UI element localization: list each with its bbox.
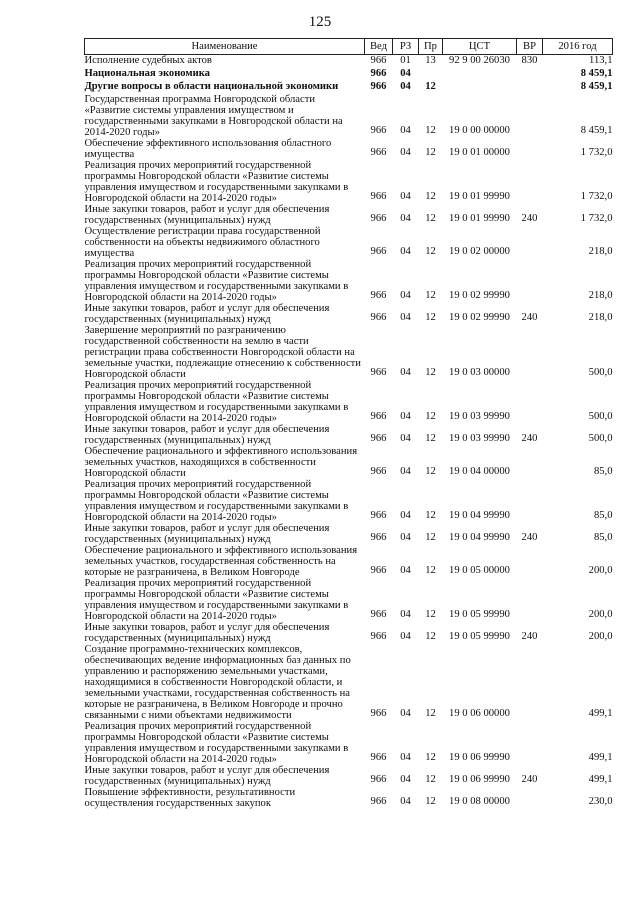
row-ved: 966 xyxy=(370,752,387,763)
header-cst: ЦСТ xyxy=(443,39,517,55)
row-name: Национальная экономика xyxy=(84,68,210,79)
table-body xyxy=(85,55,613,810)
row-ved: 966 xyxy=(370,68,387,79)
table-row xyxy=(85,204,613,226)
row-pr: 12 xyxy=(425,466,436,477)
row-name: Реализация прочих мероприятий государственной программы Новгородской области «Развитие системы управления имуществом и государственными закупками в Новгородской области на 2014-2020 годы» xyxy=(84,380,349,424)
row-vr xyxy=(517,446,543,479)
table-row xyxy=(85,160,613,204)
row-cst: 19 0 00 00000 xyxy=(449,125,510,136)
row-cst: 19 0 03 99990 xyxy=(449,411,510,422)
row-amount: 499,1 xyxy=(588,752,613,763)
row-cst: 19 0 05 99990 xyxy=(449,609,510,620)
row-rz: 04 xyxy=(400,147,411,158)
row-name: Иные закупки товаров, работ и услуг для обеспечения государственных (муниципальных) нужд xyxy=(84,622,330,644)
header-pr: Пр xyxy=(419,39,443,55)
row-amount: 85,0 xyxy=(593,510,613,521)
row-cst: 19 0 02 00000 xyxy=(449,246,510,257)
row-vr: 240 xyxy=(521,312,538,323)
row-rz: 01 xyxy=(400,55,411,66)
row-ved: 966 xyxy=(370,774,387,785)
row-amount: 218,0 xyxy=(588,246,613,257)
row-amount: 218,0 xyxy=(588,290,613,301)
table-row xyxy=(85,622,613,644)
table-row xyxy=(85,138,613,160)
row-amount: 8 459,1 xyxy=(580,68,613,79)
row-cst: 19 0 03 99990 xyxy=(449,433,510,444)
row-name: Обеспечение рационального и эффективного использования земельных участков, государственная собственность на которые не разграничена, в Великом Новгороде xyxy=(84,545,358,578)
row-pr xyxy=(419,68,443,81)
row-name: Иные закупки товаров, работ и услуг для обеспечения государственных (муниципальных) нужд xyxy=(84,204,330,226)
row-amount: 1 732,0 xyxy=(580,147,613,158)
row-pr: 12 xyxy=(425,81,436,92)
row-name: Реализация прочих мероприятий государственной программы Новгородской области «Развитие системы управления имуществом и государственными закупками в Новгородской области на 2014-2020 годы» xyxy=(84,721,349,765)
row-amount: 500,0 xyxy=(588,433,613,444)
row-ved: 966 xyxy=(370,411,387,422)
row-rz: 04 xyxy=(400,125,411,136)
row-ved: 966 xyxy=(370,55,387,66)
row-rz: 04 xyxy=(400,433,411,444)
row-ved: 966 xyxy=(370,367,387,378)
row-name: Иные закупки товаров, работ и услуг для обеспечения государственных (муниципальных) нужд xyxy=(84,765,330,787)
row-amount: 8 459,1 xyxy=(580,81,613,92)
row-name: Иные закупки товаров, работ и услуг для обеспечения государственных (муниципальных) нужд xyxy=(84,523,330,545)
row-vr: 240 xyxy=(521,213,538,224)
row-vr: 830 xyxy=(521,55,538,66)
row-amount: 200,0 xyxy=(588,609,613,620)
row-rz: 04 xyxy=(400,510,411,521)
row-rz: 04 xyxy=(400,68,411,79)
row-rz: 04 xyxy=(400,532,411,543)
row-ved: 966 xyxy=(370,631,387,642)
row-name: Реализация прочих мероприятий государственной программы Новгородской области «Развитие системы управления имуществом и государственными закупками в Новгородской области на 2014-2020 годы» xyxy=(84,160,349,204)
row-amount: 85,0 xyxy=(593,532,613,543)
row-name: Иные закупки товаров, работ и услуг для обеспечения государственных (муниципальных) нужд xyxy=(84,303,330,325)
row-pr: 12 xyxy=(425,708,436,719)
row-pr: 12 xyxy=(425,774,436,785)
row-ved: 966 xyxy=(370,565,387,576)
header-year: 2016 год xyxy=(543,39,613,55)
row-ved: 966 xyxy=(370,147,387,158)
row-amount: 200,0 xyxy=(588,631,613,642)
row-ved: 966 xyxy=(370,213,387,224)
row-vr xyxy=(517,160,543,204)
row-name: Обеспечение эффективного использования областного имущества xyxy=(84,138,332,160)
row-pr: 12 xyxy=(425,752,436,763)
row-cst xyxy=(443,81,517,94)
row-rz: 04 xyxy=(400,411,411,422)
row-ved: 966 xyxy=(370,312,387,323)
header-ved: Вед xyxy=(365,39,393,55)
row-cst: 92 9 00 26030 xyxy=(449,55,510,66)
row-ved: 966 xyxy=(370,510,387,521)
row-rz: 04 xyxy=(400,774,411,785)
row-name: Иные закупки товаров, работ и услуг для обеспечения государственных (муниципальных) нужд xyxy=(84,424,330,446)
row-amount: 499,1 xyxy=(588,774,613,785)
row-rz: 04 xyxy=(400,565,411,576)
table-row xyxy=(85,578,613,622)
row-amount: 1 732,0 xyxy=(580,191,613,202)
row-cst: 19 0 04 99990 xyxy=(449,532,510,543)
row-cst: 19 0 04 00000 xyxy=(449,466,510,477)
row-name: Завершение мероприятий по разграничению государственной собственности на землю в части регистрации права собственности Новгородской области на земельные участки, подлежащие отнесению к собственности Новгородской области xyxy=(84,325,361,380)
row-vr xyxy=(517,479,543,523)
row-vr: 240 xyxy=(521,433,538,444)
row-vr xyxy=(517,545,543,578)
row-name: Государственная программа Новгородской области «Развитие системы управления имуществом и государственными закупками в Новгородской области на 2014-2020 годы» xyxy=(84,94,343,138)
row-ved: 966 xyxy=(370,796,387,807)
row-vr xyxy=(517,721,543,765)
row-amount: 8 459,1 xyxy=(580,125,613,136)
table-row xyxy=(85,446,613,479)
row-cst: 19 0 01 99990 xyxy=(449,213,510,224)
row-name: Обеспечение рационального и эффективного использования земельных участков, находящихся в собственности Новгородской области xyxy=(84,446,358,479)
row-cst: 19 0 03 00000 xyxy=(449,367,510,378)
row-vr xyxy=(517,578,543,622)
row-rz: 04 xyxy=(400,81,411,92)
table-row xyxy=(85,479,613,523)
table-row xyxy=(85,523,613,545)
row-cst: 19 0 02 99990 xyxy=(449,290,510,301)
row-cst: 19 0 02 99990 xyxy=(449,312,510,323)
row-rz: 04 xyxy=(400,796,411,807)
row-rz: 04 xyxy=(400,367,411,378)
row-name: Другие вопросы в области национальной экономики xyxy=(84,81,339,92)
row-ved: 966 xyxy=(370,246,387,257)
row-pr: 12 xyxy=(425,433,436,444)
row-name: Осуществление регистрации права государственной собственности на объекты недвижимого областного имущества xyxy=(84,226,321,259)
table-row xyxy=(85,787,613,809)
row-ved: 966 xyxy=(370,609,387,620)
row-vr: 240 xyxy=(521,532,538,543)
row-rz: 04 xyxy=(400,290,411,301)
row-rz: 04 xyxy=(400,213,411,224)
table-row xyxy=(85,94,613,138)
table-row xyxy=(85,55,613,69)
table-row xyxy=(85,380,613,424)
row-vr xyxy=(517,81,543,94)
row-amount: 200,0 xyxy=(588,565,613,576)
row-pr: 12 xyxy=(425,532,436,543)
table-row xyxy=(85,259,613,303)
row-cst: 19 0 06 99990 xyxy=(449,752,510,763)
row-cst: 19 0 06 99990 xyxy=(449,774,510,785)
row-pr: 12 xyxy=(425,796,436,807)
row-vr: 240 xyxy=(521,774,538,785)
row-amount: 85,0 xyxy=(593,466,613,477)
header-name: Наименование xyxy=(85,39,365,55)
row-cst: 19 0 01 00000 xyxy=(449,147,510,158)
table-row xyxy=(85,81,613,94)
row-pr: 12 xyxy=(425,312,436,323)
table-row xyxy=(85,721,613,765)
table-row xyxy=(85,765,613,787)
row-name: Исполнение судебных актов xyxy=(84,55,212,66)
row-ved: 966 xyxy=(370,125,387,136)
row-ved: 966 xyxy=(370,191,387,202)
row-name: Реализация прочих мероприятий государственной программы Новгородской области «Развитие системы управления имуществом и государственными закупками в Новгородской области на 2014-2020 годы» xyxy=(84,479,349,523)
table-row xyxy=(85,226,613,259)
row-rz: 04 xyxy=(400,466,411,477)
row-ved: 966 xyxy=(370,532,387,543)
row-pr: 12 xyxy=(425,411,436,422)
row-vr xyxy=(517,68,543,81)
table-row xyxy=(85,545,613,578)
row-pr: 12 xyxy=(425,510,436,521)
row-pr: 12 xyxy=(425,125,436,136)
row-pr: 12 xyxy=(425,565,436,576)
row-vr xyxy=(517,226,543,259)
row-rz: 04 xyxy=(400,631,411,642)
table-header xyxy=(85,39,613,55)
row-amount: 500,0 xyxy=(588,411,613,422)
row-vr xyxy=(517,325,543,380)
row-cst: 19 0 01 99990 xyxy=(449,191,510,202)
row-ved: 966 xyxy=(370,708,387,719)
row-vr xyxy=(517,644,543,721)
row-rz: 04 xyxy=(400,246,411,257)
row-rz: 04 xyxy=(400,609,411,620)
row-cst: 19 0 08 00000 xyxy=(449,796,510,807)
row-amount: 218,0 xyxy=(588,312,613,323)
table-row xyxy=(85,325,613,380)
table-row xyxy=(85,644,613,721)
row-ved: 966 xyxy=(370,290,387,301)
row-pr: 12 xyxy=(425,246,436,257)
row-name: Повышение эффективности, результативности осуществления государственных закупок xyxy=(84,787,296,809)
row-amount: 230,0 xyxy=(588,796,613,807)
row-pr: 12 xyxy=(425,367,436,378)
row-vr xyxy=(517,94,543,138)
row-vr xyxy=(517,138,543,160)
row-ved: 966 xyxy=(370,433,387,444)
row-name: Реализация прочих мероприятий государственной программы Новгородской области «Развитие системы управления имуществом и государственными закупками в Новгородской области на 2014-2020 годы» xyxy=(84,578,349,622)
row-rz: 04 xyxy=(400,191,411,202)
row-cst: 19 0 05 99990 xyxy=(449,631,510,642)
row-name: Создание программно-технических комплексов, обеспечивающих ведение информационных баз данных по управлению и распоряжению земельными участками, находящимися в собственности Новгородской области, и земельными участками, государственная собственность на которые не разграничена, в Великом Новгороде и прочно связанными с ними объектами недвижимости xyxy=(84,644,351,721)
row-pr: 12 xyxy=(425,290,436,301)
row-pr: 12 xyxy=(425,191,436,202)
header-rz: РЗ xyxy=(393,39,419,55)
row-ved: 966 xyxy=(370,466,387,477)
table-row xyxy=(85,303,613,325)
row-cst: 19 0 04 99990 xyxy=(449,510,510,521)
row-vr xyxy=(517,259,543,303)
row-amount: 500,0 xyxy=(588,367,613,378)
page-number: 125 xyxy=(308,14,332,30)
row-cst: 19 0 06 00000 xyxy=(449,708,510,719)
row-name: Реализация прочих мероприятий государственной программы Новгородской области «Развитие системы управления имуществом и государственными закупками в Новгородской области на 2014-2020 годы» xyxy=(84,259,349,303)
table-row xyxy=(85,68,613,81)
row-cst xyxy=(443,68,517,81)
budget-table xyxy=(84,38,613,809)
table-row xyxy=(85,424,613,446)
row-rz: 04 xyxy=(400,708,411,719)
row-amount: 1 732,0 xyxy=(580,213,613,224)
row-cst: 19 0 05 00000 xyxy=(449,565,510,576)
row-amount: 113,1 xyxy=(589,55,613,66)
row-rz: 04 xyxy=(400,752,411,763)
row-pr: 12 xyxy=(425,147,436,158)
row-vr: 240 xyxy=(521,631,538,642)
row-rz: 04 xyxy=(400,312,411,323)
row-pr: 12 xyxy=(425,631,436,642)
header-vr: ВР xyxy=(517,39,543,55)
row-ved: 966 xyxy=(370,81,387,92)
row-pr: 12 xyxy=(425,213,436,224)
row-vr xyxy=(517,380,543,424)
row-pr: 12 xyxy=(425,609,436,620)
row-vr xyxy=(517,787,543,809)
header-row xyxy=(85,39,613,55)
row-pr: 13 xyxy=(425,55,436,66)
row-amount: 499,1 xyxy=(588,708,613,719)
